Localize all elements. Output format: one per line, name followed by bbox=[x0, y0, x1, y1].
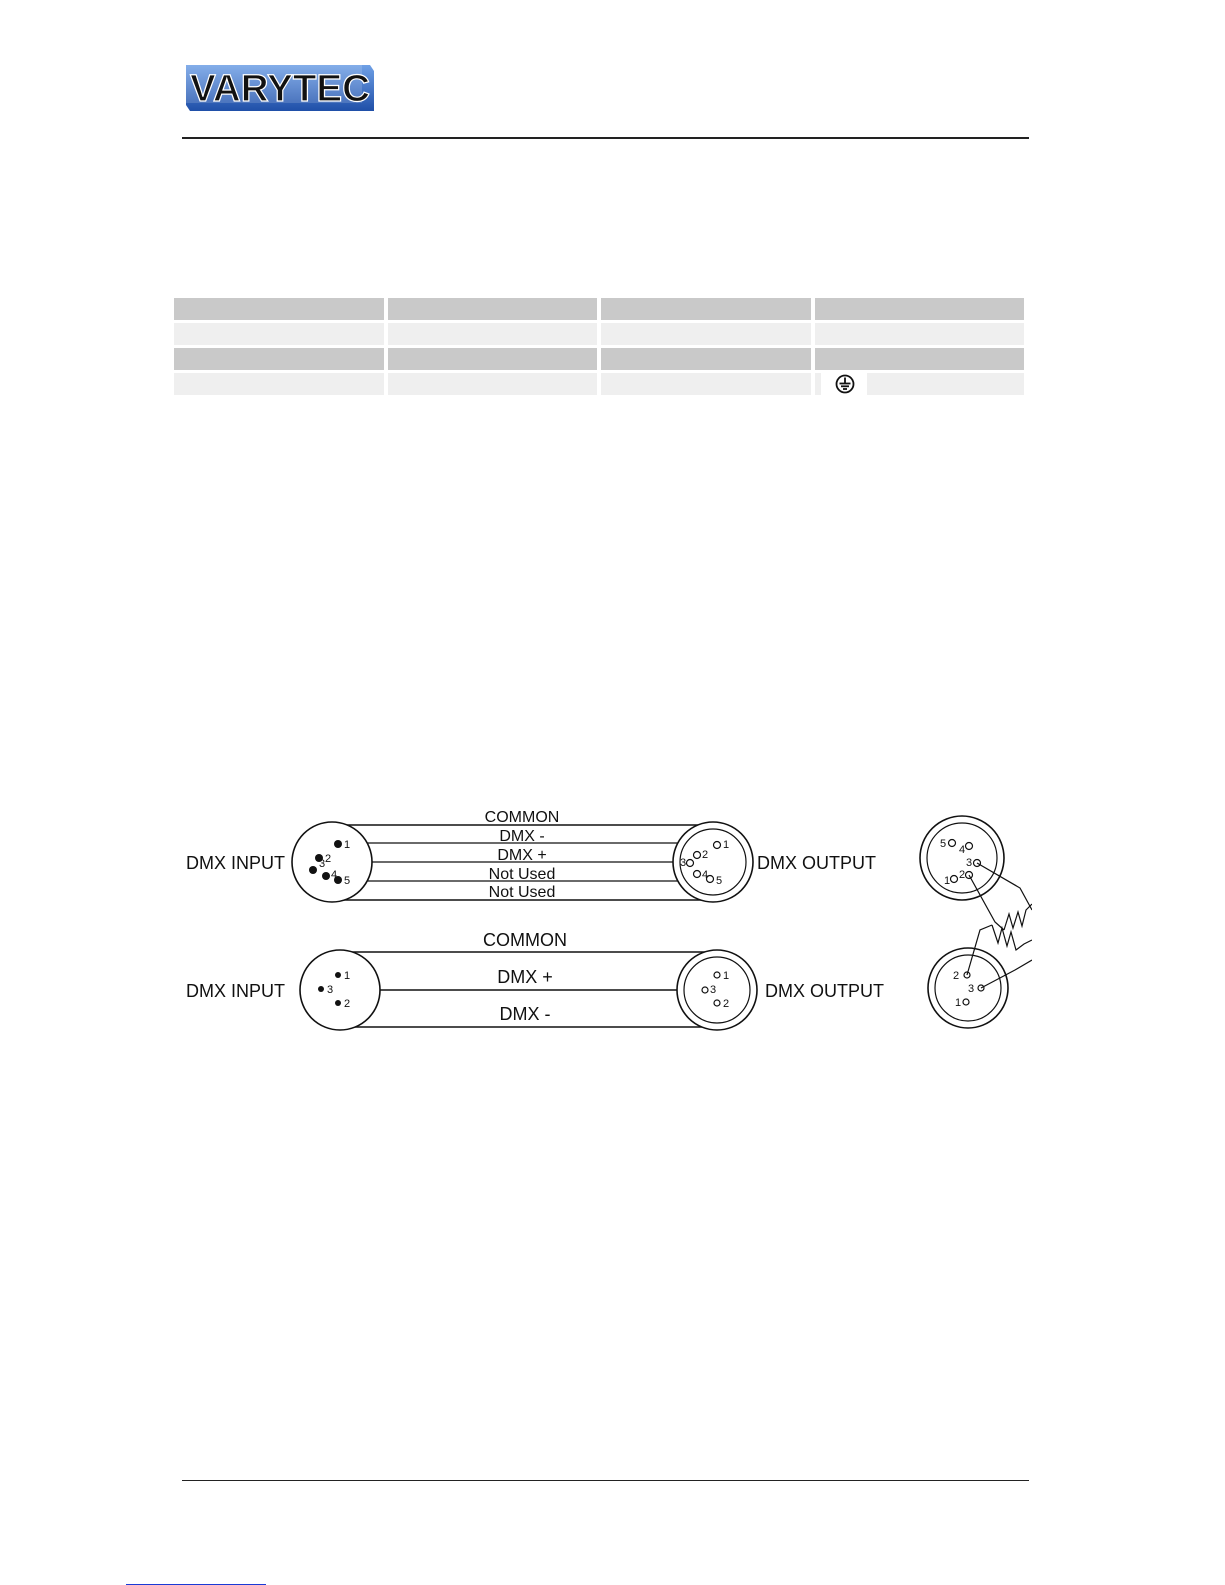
pin-label: 1 bbox=[723, 970, 730, 982]
three-pin-output-connector bbox=[677, 950, 757, 1030]
pin-label: 4 bbox=[959, 844, 966, 856]
three-pin-terminator-detail bbox=[928, 925, 1032, 1028]
pin-label: 4 bbox=[702, 869, 709, 881]
wire-label-not-used: Not Used bbox=[488, 866, 556, 883]
header-rule bbox=[182, 137, 1029, 139]
pin-label: 2 bbox=[953, 970, 960, 982]
pin-label: 1 bbox=[723, 839, 730, 851]
three-pin-input-connector bbox=[300, 950, 380, 1030]
pin-label: 3 bbox=[327, 984, 334, 996]
five-pin-terminator-detail bbox=[920, 816, 1032, 930]
footer-rule bbox=[182, 1480, 1029, 1481]
pin-label: 3 bbox=[319, 858, 326, 870]
pin-label: 1 bbox=[344, 970, 351, 982]
earth-ground-icon bbox=[835, 374, 855, 394]
pin-label: 3 bbox=[710, 984, 717, 996]
wire-label-dmx-plus: DMX + bbox=[497, 847, 547, 864]
wire-label-dmx-minus: DMX - bbox=[499, 828, 545, 845]
table-row bbox=[174, 298, 1024, 320]
pin-label: 2 bbox=[344, 998, 351, 1010]
table-row bbox=[174, 348, 1024, 370]
pin-label: 4 bbox=[331, 869, 338, 881]
three-pin-input-label: DMX INPUT bbox=[186, 981, 285, 1001]
wire-label-not-used: Not Used bbox=[488, 884, 556, 901]
pin-label: 2 bbox=[325, 853, 332, 865]
table-row bbox=[174, 323, 1024, 345]
pin-label: 2 bbox=[959, 869, 966, 881]
pin-label: 5 bbox=[940, 838, 947, 850]
pin-label: 3 bbox=[968, 983, 975, 995]
five-pin-output-label: DMX OUTPUT bbox=[757, 853, 876, 873]
wire-label-dmx-plus: DMX + bbox=[497, 967, 553, 987]
pin-label: 5 bbox=[716, 875, 723, 887]
three-pin-output-label: DMX OUTPUT bbox=[765, 981, 884, 1001]
varytec-logo bbox=[186, 63, 374, 113]
pin-assignment-table bbox=[170, 298, 1028, 395]
pin-label: 3 bbox=[966, 857, 973, 869]
pin-label: 1 bbox=[955, 997, 962, 1009]
table-row bbox=[174, 373, 1024, 395]
five-pin-input-connector bbox=[292, 822, 372, 902]
five-pin-input-label: DMX INPUT bbox=[186, 853, 285, 873]
pin-label: 1 bbox=[944, 875, 951, 887]
dmx-wiring-diagram bbox=[180, 800, 1032, 1036]
pin-label: 1 bbox=[344, 839, 351, 851]
pin-label: 2 bbox=[702, 849, 709, 861]
pin-label: 2 bbox=[723, 998, 730, 1010]
logo-text: VARYTEC bbox=[190, 68, 370, 110]
wire-label-common: COMMON bbox=[484, 809, 560, 826]
pin-label: 5 bbox=[344, 875, 351, 887]
wire-label-dmx-minus: DMX - bbox=[499, 1004, 551, 1024]
pin-label: 3 bbox=[680, 857, 687, 869]
wire-label-common: COMMON bbox=[483, 930, 567, 950]
